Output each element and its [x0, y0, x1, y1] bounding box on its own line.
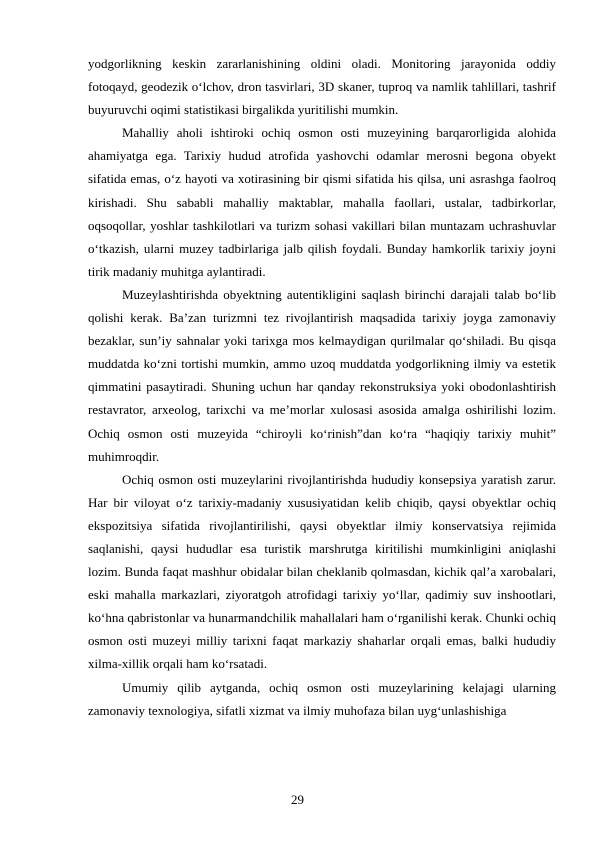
paragraph-authenticity: Muzeylashtirishda obyektning autentikligini saqlash birinchi darajali talab bo‘lib qolishi kerak. Ba’zan turizmni tez rivojlantirish maqsadida tarixiy joyga zamonaviy bezaklar, sun’iy sahnalar yoki tarixga mos kelmaydigan qurilmalar qo‘shiladi. Bu qisqa muddatda ko‘zni tortishi mumkin, ammo uzoq muddatda yodgorlikning ilmiy va estetik qimmatini pasaytiradi. Shuning uchun har qanday rekonstruksiya yoki obodonlashtirish restavrator, arxeolog, tarixchi va me’morlar xulosasi asosida amalga oshirilishi lozim. Ochiq osmon osti muzeyida “chiroyli ko‘rinish”dan ko‘ra “haqiqiy tarixiy muhit” muhimroqdir.	[88, 286, 556, 464]
page-body	[88, 52, 556, 722]
paragraph-local-participation: Mahalliy aholi ishtiroki ochiq osmon osti muzeyining barqarorligida alohida ahamiyatga ega. Tarixiy hudud atrofida yashovchi odamlar merosni begona obyekt sifatida emas, o‘z hayoti va xotirasining bir qismi sifatida his qilsa, uni asrashga faolroq kirishadi. Shu sababli mahalliy maktablar, mahalla faollari, ustalar, tadbirkorlar, oqsoqollar, yoshlar tashkilotlari va turizm sohasi vakillari bilan muntazam uchrashuvlar o‘tkazish, ularni muzey tadbirlariga jalb qilish foydali. Bunday hamkorlik tarixiy joyni tirik madaniy muhitga aylantiradi.	[88, 125, 556, 279]
paragraph-regional-concept: Ochiq osmon osti muzeylarini rivojlantirishda hududiy konsepsiya yaratish zarur. Har bir viloyat o‘z tarixiy-madaniy xususiyatidan kelib chiqib, qaysi obyektlar ochiq ekspozitsiya sifatida rivojlantirilishi, qaysi obyektlar ilmiy konservatsiya rejimida saqlanishi, qaysi hududlar esa turistik marshrutga kiritilishi mumkinligini aniqlashi lozim. Bunda faqat mashhur obidalar bilan cheklanib qolmasdan, kichik qal’a xarobalari, eski mahalla markazlari, ziyoratgoh atrofidagi tarixiy yo‘llar, qadimiy suv inshootlari, ko‘hna qabristonlar va hunarmandchilik mahallalari ham o‘rganilishi kerak. Chunki ochiq osmon osti muzeyi milliy tarixni faqat markaziy shaharlar orqali emas, balki hududiy xilma-xillik orqali ham ko‘rsatadi.	[88, 471, 556, 672]
page-number: 29	[291, 792, 304, 807]
paragraph-continued: yodgorlikning keskin zararlanishining oldini oladi. Monitoring jarayonida oddiy fotoqayd, geodezik o‘lchov, dron tasvirlari, 3D skaner, tuproq va namlik tahlillari, tashrif buyuruvchi oqimi statistikasi birgalikda yuritilishi mumkin.	[88, 56, 556, 118]
paragraph-conclusion: Umumiy qilib aytganda, ochiq osmon osti muzeylarining kelajagi ularning zamonaviy texnologiya, sifatli xizmat va ilmiy muhofaza bilan uyg‘unlashishiga	[88, 679, 556, 718]
